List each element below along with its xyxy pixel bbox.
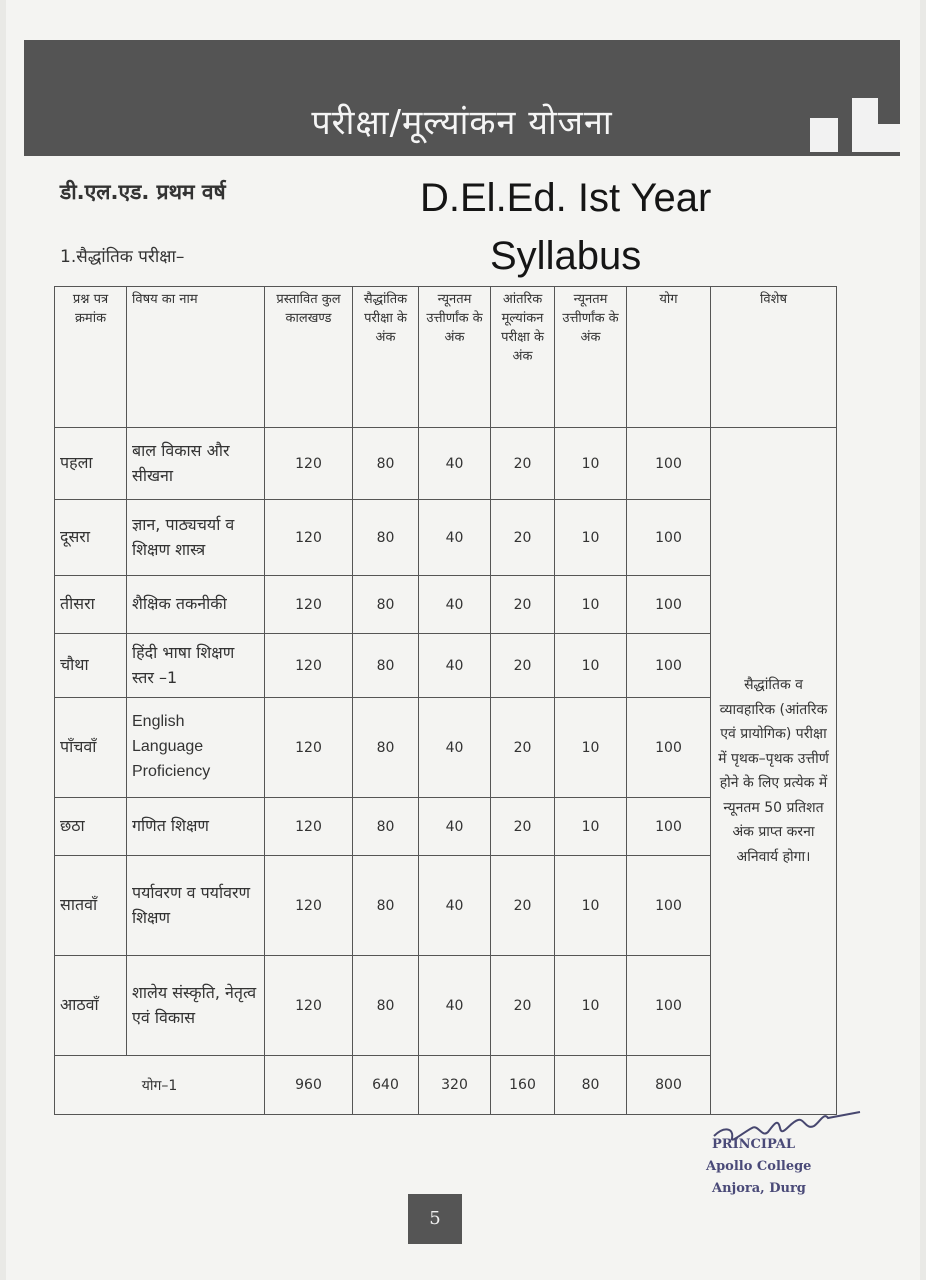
column-header: आंतरिक मूल्यांकन परीक्षा के अंक bbox=[491, 287, 555, 428]
table-cell: 10 bbox=[555, 856, 627, 956]
subject-name: English Language Proficiency bbox=[127, 698, 265, 798]
table-cell: 100 bbox=[627, 634, 711, 698]
subject-name: बाल विकास और सीखना bbox=[127, 428, 265, 500]
paper-number: दूसरा bbox=[55, 500, 127, 576]
table-cell: 100 bbox=[627, 956, 711, 1056]
paper-number: पाँचवाँ bbox=[55, 698, 127, 798]
subject-name: शालेय संस्कृति, नेतृत्व एवं विकास bbox=[127, 956, 265, 1056]
paper-number: आठवाँ bbox=[55, 956, 127, 1056]
table-cell: 80 bbox=[353, 500, 419, 576]
principal-stamp bbox=[706, 1134, 811, 1200]
table-cell: 80 bbox=[555, 1056, 627, 1115]
table-cell: 800 bbox=[627, 1056, 711, 1115]
column-header: प्रश्न पत्र क्रमांक bbox=[55, 287, 127, 428]
table-cell: 640 bbox=[353, 1056, 419, 1115]
table-cell: 120 bbox=[265, 698, 353, 798]
english-heading-line1: D.El.Ed. Ist Year bbox=[420, 176, 712, 220]
table-cell: 80 bbox=[353, 698, 419, 798]
table-cell: 10 bbox=[555, 798, 627, 856]
page-number: 5 bbox=[408, 1194, 462, 1244]
table-cell: 40 bbox=[419, 956, 491, 1056]
paper-number: चौथा bbox=[55, 634, 127, 698]
table-cell: 10 bbox=[555, 634, 627, 698]
table-cell: 10 bbox=[555, 428, 627, 500]
table-cell: 20 bbox=[491, 798, 555, 856]
paper-number: छठा bbox=[55, 798, 127, 856]
table-cell: 10 bbox=[555, 956, 627, 1056]
table-cell: 40 bbox=[419, 576, 491, 634]
table-cell: 20 bbox=[491, 956, 555, 1056]
total-label: योग–1 bbox=[55, 1056, 265, 1115]
subject-name: ज्ञान, पाठ्यचर्या व शिक्षण शास्त्र bbox=[127, 500, 265, 576]
column-header: प्रस्तावित कुल कालखण्ड bbox=[265, 287, 353, 428]
table-cell: 160 bbox=[491, 1056, 555, 1115]
english-heading-line2: Syllabus bbox=[490, 234, 642, 278]
table-cell: 40 bbox=[419, 634, 491, 698]
table-cell: 120 bbox=[265, 500, 353, 576]
table-cell: 20 bbox=[491, 856, 555, 956]
column-header: विशेष bbox=[711, 287, 837, 428]
table-cell: 120 bbox=[265, 798, 353, 856]
table-cell: 120 bbox=[265, 634, 353, 698]
table-cell: 40 bbox=[419, 798, 491, 856]
table-cell: 40 bbox=[419, 856, 491, 956]
table-cell: 100 bbox=[627, 576, 711, 634]
table-cell: 100 bbox=[627, 500, 711, 576]
column-header: न्यूनतम उत्तीर्णांक के अंक bbox=[419, 287, 491, 428]
table-cell: 100 bbox=[627, 698, 711, 798]
special-note: सैद्धांतिक व व्यावहारिक (आंतरिक एवं प्रायोगिक) परीक्षा में पृथक–पृथक उत्तीर्ण होने के लिए प्रत्येक में न्यूनतम 50 प्रतिशत अंक प्राप्त करना अनिवार्य होगा। bbox=[711, 428, 837, 1115]
decorative-square bbox=[852, 98, 878, 152]
table-cell: 20 bbox=[491, 698, 555, 798]
paper-number: तीसरा bbox=[55, 576, 127, 634]
table-cell: 120 bbox=[265, 856, 353, 956]
subject-name: गणित शिक्षण bbox=[127, 798, 265, 856]
table-cell: 40 bbox=[419, 428, 491, 500]
subject-name: पर्यावरण व पर्यावरण शिक्षण bbox=[127, 856, 265, 956]
table-cell: 120 bbox=[265, 956, 353, 1056]
stamp-line: Apollo College bbox=[706, 1159, 812, 1175]
stamp-line: PRINCIPAL bbox=[712, 1137, 796, 1152]
table-cell: 80 bbox=[353, 634, 419, 698]
column-header: विषय का नाम bbox=[127, 287, 265, 428]
exam-scheme-table bbox=[54, 286, 837, 1115]
subject-name: शैक्षिक तकनीकी bbox=[127, 576, 265, 634]
table-cell: 10 bbox=[555, 500, 627, 576]
table-cell: 40 bbox=[419, 698, 491, 798]
decorative-square bbox=[878, 124, 900, 152]
table-cell: 20 bbox=[491, 428, 555, 500]
table-cell: 100 bbox=[627, 856, 711, 956]
table-cell: 960 bbox=[265, 1056, 353, 1115]
table-cell: 100 bbox=[627, 798, 711, 856]
table-cell: 120 bbox=[265, 428, 353, 500]
header-banner bbox=[24, 40, 900, 156]
table-cell: 20 bbox=[491, 576, 555, 634]
table-cell: 80 bbox=[353, 856, 419, 956]
table-header-row bbox=[55, 287, 837, 428]
subject-name: हिंदी भाषा शिक्षण स्तर –1 bbox=[127, 634, 265, 698]
decorative-square bbox=[810, 118, 838, 152]
column-header: सैद्धांतिक परीक्षा के अंक bbox=[353, 287, 419, 428]
column-header: न्यूनतम उत्तीर्णांक के अंक bbox=[555, 287, 627, 428]
course-year-heading: डी.एल.एड. प्रथम वर्ष bbox=[60, 180, 226, 204]
page-title: परीक्षा/मूल्यांकन योजना bbox=[311, 103, 613, 143]
table-cell: 80 bbox=[353, 428, 419, 500]
table-row bbox=[55, 428, 837, 500]
table-cell: 80 bbox=[353, 956, 419, 1056]
table-cell: 100 bbox=[627, 428, 711, 500]
table-cell: 40 bbox=[419, 500, 491, 576]
table-cell: 20 bbox=[491, 500, 555, 576]
table-cell: 80 bbox=[353, 798, 419, 856]
table-cell: 10 bbox=[555, 698, 627, 798]
stamp-line: Anjora, Durg bbox=[712, 1181, 806, 1197]
paper-number: सातवाँ bbox=[55, 856, 127, 956]
column-header: योग bbox=[627, 287, 711, 428]
table-cell: 20 bbox=[491, 634, 555, 698]
table-cell: 80 bbox=[353, 576, 419, 634]
table-cell: 320 bbox=[419, 1056, 491, 1115]
table-cell: 120 bbox=[265, 576, 353, 634]
table-cell: 10 bbox=[555, 576, 627, 634]
section-heading: 1.सैद्धांतिक परीक्षा– bbox=[60, 247, 185, 267]
paper-number: पहला bbox=[55, 428, 127, 500]
